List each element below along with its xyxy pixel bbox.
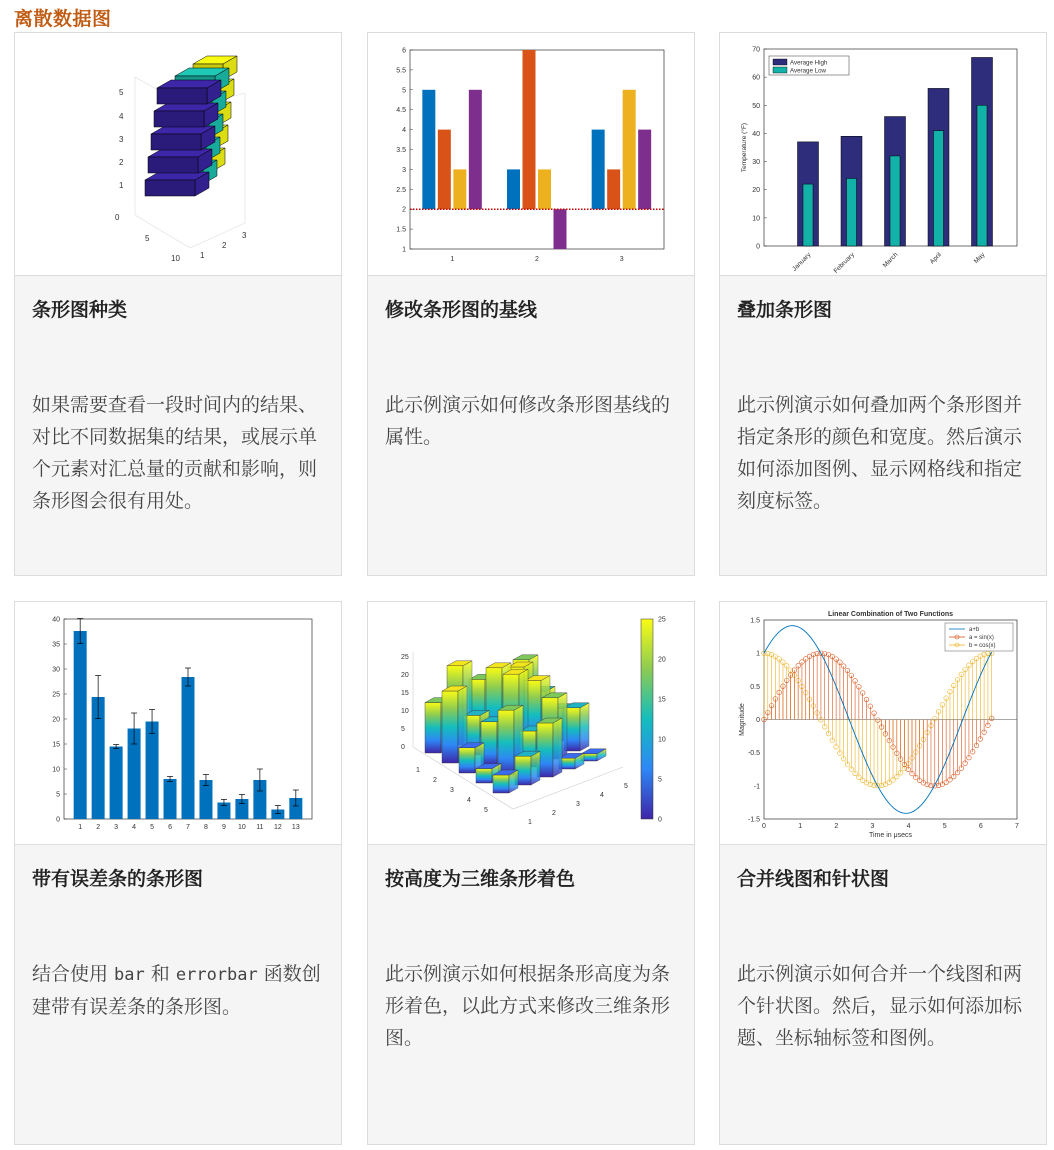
card-title[interactable]: 叠加条形图 <box>737 299 833 321</box>
z-tick-label: 20 <box>401 672 409 679</box>
y-tick-label: 20 <box>752 187 760 195</box>
y-tick-label: 40 <box>752 130 760 138</box>
x-tick-label: 4 <box>132 824 137 831</box>
legend-label: Average High <box>790 59 828 67</box>
z-tick-label: 2 <box>119 158 124 167</box>
bar <box>182 677 195 819</box>
x-tick-label: 3 <box>619 256 624 263</box>
y-tick-label: 3 <box>242 231 247 240</box>
x-tick-label: 4 <box>467 797 471 804</box>
bar <box>638 130 651 210</box>
card-thumbnail[interactable] <box>368 602 694 845</box>
legend-label: a+b <box>969 627 980 633</box>
chart-bar-errorbars <box>15 602 341 844</box>
bar-front-face <box>151 134 201 150</box>
card-thumbnail[interactable] <box>15 602 341 845</box>
bar-3d-front <box>425 703 441 753</box>
desc-text: 函数创建带有误差条的条形图。 <box>32 963 321 1018</box>
bar-front-face <box>154 111 204 127</box>
bar-3d-front <box>442 691 458 763</box>
y-tick-label: 10 <box>752 215 760 223</box>
x-tick-label: 2 <box>535 256 539 263</box>
card-thumbnail[interactable] <box>15 33 341 276</box>
y-tick-label: 25 <box>52 691 60 699</box>
bar <box>554 209 567 249</box>
z-tick-label: 5 <box>401 726 405 733</box>
bar-low <box>977 105 987 246</box>
card-thumbnail[interactable] <box>720 602 1046 845</box>
x-tick-label: 6 <box>978 823 983 830</box>
x-tick-label: 9 <box>221 824 226 831</box>
bar <box>422 90 435 209</box>
bar <box>469 90 482 209</box>
bar-low <box>890 156 900 246</box>
colorbar-tick-label: 5 <box>658 776 662 784</box>
x-tick-label: 11 <box>256 824 264 831</box>
y-tick-label: 40 <box>52 616 60 624</box>
bar <box>607 169 620 209</box>
bar-low <box>847 178 857 246</box>
bar <box>523 50 536 209</box>
bar-front-face <box>145 180 195 196</box>
x-tick-label: 0 <box>762 823 766 830</box>
z-tick-label: 1 <box>119 181 124 190</box>
y-tick-label: 0 <box>756 717 760 724</box>
bar-3d-side <box>580 703 589 751</box>
bar <box>74 631 87 819</box>
y-axis-label: Temperature (°F) <box>741 122 748 173</box>
y-tick-label: 1 <box>756 650 760 658</box>
y-tick-label: 2 <box>552 810 556 817</box>
z-tick-label: 15 <box>401 690 409 697</box>
y-tick-label: 5 <box>402 87 406 95</box>
bar-low <box>803 184 813 246</box>
card-title[interactable]: 带有误差条的条形图 <box>32 868 204 890</box>
y-tick-label: -1 <box>753 783 760 791</box>
bar <box>507 169 520 209</box>
colorbar <box>641 619 653 819</box>
x-tick-label: 3 <box>114 824 119 831</box>
x-axis-label: Time in μsecs <box>868 832 913 839</box>
y-tick-label: 5 <box>624 783 628 790</box>
card-thumbnail[interactable] <box>368 33 694 276</box>
legend-label: a = sin(x) <box>969 635 994 641</box>
chart-bar-baseline <box>368 33 694 275</box>
legend-label: Average Low <box>790 67 827 75</box>
y-tick-label: 2.5 <box>396 186 406 194</box>
x-tick-label: May <box>972 251 987 266</box>
chart-overlay-bars <box>720 33 1046 275</box>
x-tick-label: April <box>928 251 943 266</box>
y-tick-label: 1.5 <box>750 617 760 625</box>
z-tick-label: 5 <box>119 88 124 97</box>
x-tick-label: 6 <box>168 824 172 831</box>
bar <box>146 722 159 820</box>
x-tick-label: 13 <box>291 824 300 831</box>
bar-3d-side <box>553 718 562 777</box>
colorbar-tick-label: 0 <box>658 816 662 824</box>
card-title[interactable]: 条形图种类 <box>32 299 128 321</box>
y-tick-label: 60 <box>752 74 760 82</box>
y-tick-label: 30 <box>752 159 760 167</box>
z-tick-label: 4 <box>119 112 124 121</box>
y-tick-label: 1 <box>200 251 205 260</box>
y-tick-label: 70 <box>752 46 760 54</box>
y-tick-label: 1.5 <box>396 226 406 234</box>
bar-low <box>934 131 944 246</box>
x-tick-label: 5 <box>484 807 488 814</box>
y-tick-label: 1 <box>402 246 406 254</box>
y-tick-label: 0 <box>756 243 760 251</box>
y-axis-label: Magnitude <box>739 703 746 736</box>
x-tick-label: 7 <box>186 824 190 831</box>
code-bar: bar <box>114 965 145 985</box>
card-description: 此示例演示如何叠加两个条形图并指定条形的颜色和宽度。然后演示如何添加图例、显示网格线和指定刻度标签。 <box>737 394 1023 512</box>
bar-3d-front <box>493 775 509 793</box>
card-title[interactable]: 修改条形图的基线 <box>385 299 538 321</box>
bar <box>438 130 451 210</box>
example-card-bar-baseline[interactable] <box>367 32 695 576</box>
z-tick-label: 3 <box>119 135 124 144</box>
bar <box>592 130 605 210</box>
card-title[interactable]: 合并线图和针状图 <box>737 868 890 890</box>
x-tick-label: 1 <box>78 824 83 831</box>
example-card-3d-color-height[interactable] <box>367 601 695 1145</box>
colorbar-tick-label: 15 <box>658 696 666 704</box>
x-tick-label: February <box>832 251 856 275</box>
x-tick-label: 10 <box>171 254 180 263</box>
code-errorbar: errorbar <box>175 965 258 985</box>
chart-line-stem <box>720 602 1046 844</box>
legend-label: b = cos(x) <box>969 643 996 649</box>
card-description: 此示例演示如何根据条形高度为条形着色，以此方式来修改三维条形图。 <box>385 963 671 1049</box>
bar <box>453 169 466 209</box>
chart-3d-bars-colored <box>368 602 694 844</box>
y-tick-label: 0.5 <box>750 683 760 691</box>
y-tick-label: 50 <box>752 102 760 110</box>
bar-front-face <box>148 157 198 173</box>
x-tick-label: 8 <box>204 824 208 831</box>
colorbar-tick-label: 20 <box>658 656 666 664</box>
legend-swatch <box>773 67 787 73</box>
y-tick-label: 4.5 <box>396 107 406 115</box>
y-tick-label: 5 <box>56 791 60 799</box>
desc-text: 和 <box>144 963 176 985</box>
bar <box>538 169 551 209</box>
y-tick-label: 3 <box>576 801 580 808</box>
bar <box>164 779 177 819</box>
card-description: 此示例演示如何修改条形图基线的属性。 <box>385 394 671 448</box>
y-tick-label: 15 <box>52 741 60 749</box>
x-tick-label: 2 <box>834 823 839 830</box>
y-tick-label: 30 <box>52 666 60 674</box>
colorbar-tick-label: 25 <box>658 616 666 624</box>
z-tick-label: 10 <box>401 708 409 715</box>
z-tick-label: 25 <box>401 654 409 661</box>
chart-title: Linear Combination of Two Functions <box>827 611 954 618</box>
y-tick-label: 4 <box>402 127 406 135</box>
x-tick-label: 1 <box>450 256 455 263</box>
y-tick-label: 4 <box>600 792 604 799</box>
desc-text: 结合使用 <box>32 963 115 985</box>
y-tick-label: 10 <box>52 766 60 774</box>
x-tick-label: 1 <box>416 767 420 774</box>
x-tick-label: 3 <box>450 787 454 794</box>
card-description: 如果需要查看一段时间内的结果、对比不同数据集的结果，或展示单个元素对汇总量的贡献和影响，则条形图会很有用处。 <box>32 394 318 512</box>
bar <box>623 90 636 209</box>
bar <box>110 747 123 820</box>
section-title: 离散数据图 <box>14 8 112 30</box>
card-description <box>32 958 328 1023</box>
x-tick-label: 5 <box>145 234 150 243</box>
legend-swatch <box>773 59 787 65</box>
example-card-line-stem[interactable] <box>719 601 1047 1145</box>
y-tick-label: 3.5 <box>396 147 406 154</box>
x-tick-label: 7 <box>1015 823 1019 830</box>
y-tick-label: 6 <box>402 47 406 55</box>
bar-3d-front <box>459 748 475 773</box>
bar-3d-front <box>476 769 492 783</box>
y-tick-label: 0 <box>56 816 60 824</box>
x-tick-label: January <box>791 251 813 273</box>
x-tick-label: 4 <box>906 823 911 830</box>
x-tick-label: 2 <box>96 824 101 831</box>
y-tick-label: 1 <box>528 819 532 826</box>
y-tick-label: 2 <box>402 206 406 214</box>
x-tick-label: 5 <box>150 824 155 831</box>
y-tick-label: 20 <box>52 716 60 724</box>
card-thumbnail[interactable] <box>720 33 1046 276</box>
x-tick-label: 12 <box>273 824 282 831</box>
chart-3d-stacked-bars <box>15 33 341 275</box>
x-tick-label: 0 <box>115 213 120 222</box>
colorbar-tick-label: 10 <box>658 736 666 744</box>
y-tick-label: -1.5 <box>747 816 760 824</box>
example-card-bar-types[interactable] <box>14 32 342 576</box>
card-title[interactable]: 按高度为三维条形着色 <box>385 868 576 890</box>
x-tick-label: 1 <box>798 823 803 830</box>
y-tick-label: 5.5 <box>396 67 406 75</box>
y-tick-label: -0.5 <box>747 750 760 758</box>
example-card-errorbars[interactable] <box>14 601 342 1145</box>
example-card-overlay-bars[interactable] <box>719 32 1047 576</box>
x-tick-label: 3 <box>870 823 875 830</box>
x-tick-label: 5 <box>942 823 947 830</box>
bar-3d-side <box>531 751 540 785</box>
x-tick-label: March <box>881 251 900 270</box>
x-tick-label: 10 <box>238 824 246 831</box>
y-tick-label: 2 <box>222 241 227 250</box>
bar-front-face <box>157 88 207 104</box>
z-tick-label: 0 <box>401 744 405 751</box>
y-tick-label: 3 <box>402 166 406 174</box>
x-tick-label: 2 <box>433 777 437 784</box>
y-tick-label: 35 <box>52 641 60 649</box>
card-description: 此示例演示如何合并一个线图和两个针状图。然后，显示如何添加标题、坐标轴标签和图例。 <box>737 963 1023 1049</box>
